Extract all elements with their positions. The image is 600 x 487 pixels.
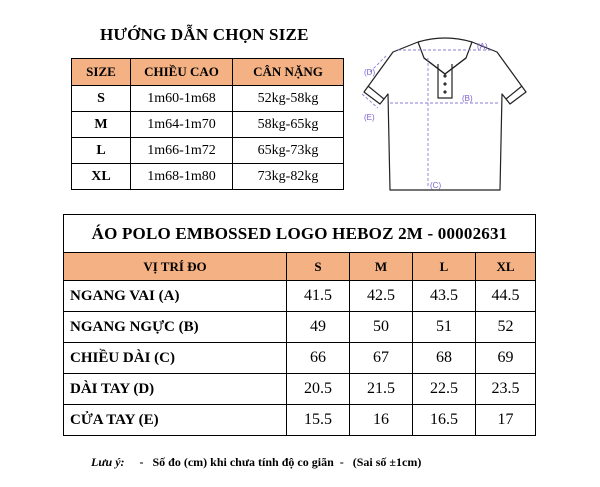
measurement-header: L [413,253,476,281]
weight-cell: 58kg-65kg [233,112,344,138]
size-guide-row [72,86,344,112]
measurement-header-row [64,253,536,281]
measurement-value: 69 [476,343,536,374]
size-guide-row [72,164,344,190]
polo-shirt-diagram [358,30,533,200]
note-text: - Số đo (cm) khi chưa tính độ co giãn - (Sai số ±1cm) [139,455,422,469]
weight-cell: 52kg-58kg [233,86,344,112]
measurement-value: 66 [287,343,350,374]
measurement-value: 50 [350,312,413,343]
weight-cell: 65kg-73kg [233,138,344,164]
height-cell: 1m66-1m72 [131,138,233,164]
measurement-value: 21.5 [350,374,413,405]
placket-buttons [443,74,446,93]
size-guide-header: SIZE [72,59,131,86]
measurement-value: 15.5 [287,405,350,436]
measurement-value: 20.5 [287,374,350,405]
size-guide-row [72,138,344,164]
measurement-value: 42.5 [350,281,413,312]
measurement-value: 44.5 [476,281,536,312]
note-label: Lưu ý: [91,455,125,469]
measurement-value: 16 [350,405,413,436]
measurement-value: 22.5 [413,374,476,405]
size-guide-table [71,58,344,190]
size-guide-header: CHIỀU CAO [131,59,233,86]
size-guide-title: HƯỚNG DẪN CHỌN SIZE [100,25,309,44]
measurement-value: 41.5 [287,281,350,312]
product-title: ÁO POLO EMBOSSED LOGO HEBOZ 2M - 00002631 [64,215,536,253]
measurement-value: 52 [476,312,536,343]
position-label: CỬA TAY (E) [64,405,287,436]
label-e: (E) [364,113,375,122]
label-c: (C) [430,181,442,190]
position-label: NGANG VAI (A) [64,281,287,312]
size-cell: XL [72,164,131,190]
size-guide-row [72,112,344,138]
weight-cell: 73kg-82kg [233,164,344,190]
measurement-row [64,312,536,343]
size-cell: M [72,112,131,138]
measurement-value: 68 [413,343,476,374]
size-cell: S [72,86,131,112]
measurement-row [64,405,536,436]
height-cell: 1m64-1m70 [131,112,233,138]
measurement-row [64,281,536,312]
measurement-value: 16.5 [413,405,476,436]
measurement-table [63,214,536,436]
size-guide-header: CÂN NẶNG [233,59,344,86]
measurement-value: 23.5 [476,374,536,405]
position-label: CHIỀU DÀI (C) [64,343,287,374]
measure-lines [362,50,500,188]
height-cell: 1m68-1m80 [131,164,233,190]
label-b: (B) [462,94,473,103]
measurement-title-row [64,215,536,253]
label-a: (A) [477,42,488,51]
measurement-value: 51 [413,312,476,343]
height-cell: 1m60-1m68 [131,86,233,112]
measurement-value: 49 [287,312,350,343]
measurement-header: S [287,253,350,281]
measurement-header: XL [476,253,536,281]
measurement-row [64,374,536,405]
position-label: DÀI TAY (D) [64,374,287,405]
shirt-outline [364,38,526,190]
measurement-header: M [350,253,413,281]
label-d: (D) [364,68,376,77]
size-guide-header-row [72,59,344,86]
measurement-note [91,455,421,470]
position-label: NGANG NGỰC (B) [64,312,287,343]
size-cell: L [72,138,131,164]
measurement-value: 67 [350,343,413,374]
measurement-row [64,343,536,374]
measurement-value: 17 [476,405,536,436]
measurement-value: 43.5 [413,281,476,312]
measurement-header: VỊ TRÍ ĐO [64,253,287,281]
